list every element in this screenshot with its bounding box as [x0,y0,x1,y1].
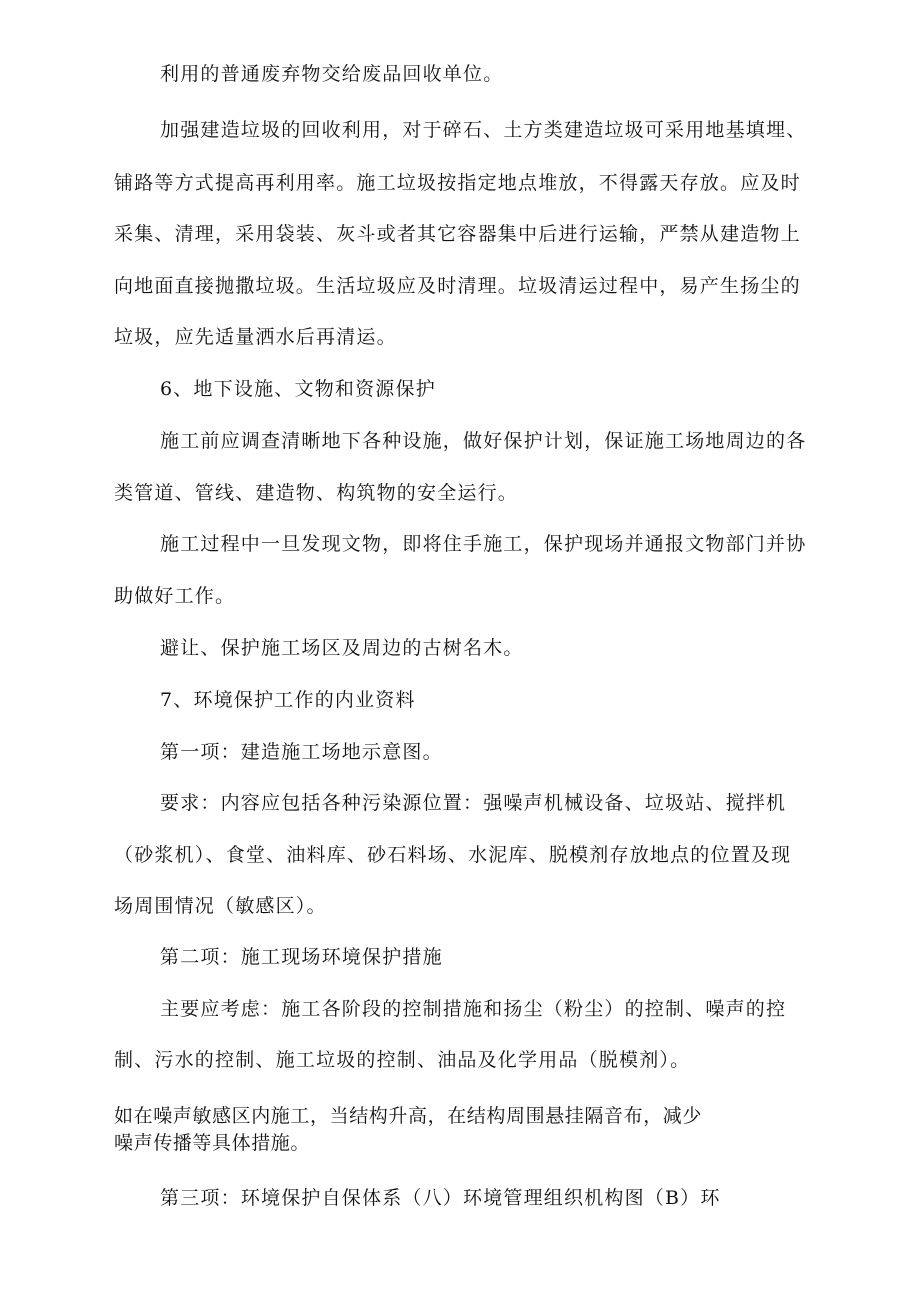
text-line: 第二项：施工现场环境保护措施 [160,946,443,968]
text-line: 垃圾，应先适量洒水后再清运。 [114,326,397,348]
text-line: 铺路等方式提高再利用率。施工垃圾按指定地点堆放，不得露天存放。应及时 [114,172,801,194]
section-heading: 7、环境保护工作的内业资料 [160,689,416,711]
text-line: 场周围情况（敏感区）。 [114,895,327,917]
text-line: 第三项：环境保护自保体系（八）环境管理组织机构图（B）环 [160,1187,721,1209]
text-line: 避让、保护施工场区及周边的古树名木。 [160,637,524,659]
text-line: 要求：内容应包括各种污染源位置：强噪声机械设备、垃圾站、搅拌机 [160,792,787,814]
text-line: 施工前应调查清晰地下各种设施，做好保护计划，保证施工场地周边的各 [160,430,807,452]
text-line: （砂浆机）、食堂、油料库、砂石料场、水泥库、脱模剂存放地点的位置及现 [114,844,792,866]
text-line: 施工过程中一旦发现文物，即将住手施工，保护现场并通报文物部门并协 [160,533,807,555]
text-line: 采集、清理，采用袋装、灰斗或者其它容器集中后进行运输，严禁从建造物上 [114,223,801,245]
text-line: 制、污水的控制、施工垃圾的控制、油品及化学用品（脱模剂）。 [114,1049,691,1071]
text-line: 如在噪声敏感区内施工，当结构升高，在结构周围悬挂隔音布，减少 [114,1105,703,1127]
text-line: 加强建造垃圾的回收利用，对于碎石、土方类建造垃圾可采用地基填埋、 [160,119,807,141]
text-line: 向地面直接抛撒垃圾。生活垃圾应及时清理。垃圾清运过程中，易产生扬尘的 [114,275,801,297]
text-line: 类管道、管线、建造物、构筑物的安全运行。 [114,482,519,504]
text-line: 噪声传播等具体措施。 [114,1132,311,1154]
text-line: 第一项：建造施工场地示意图。 [160,741,443,763]
text-line: 利用的普通废弃物交给废品回收单位。 [160,63,504,85]
text-line: 主要应考虑：施工各阶段的控制措施和扬尘（粉尘）的控制、噪声的控 [160,998,787,1020]
section-heading: 6、地下设施、文物和资源保护 [160,378,436,400]
text-line: 助做好工作。 [114,585,236,607]
